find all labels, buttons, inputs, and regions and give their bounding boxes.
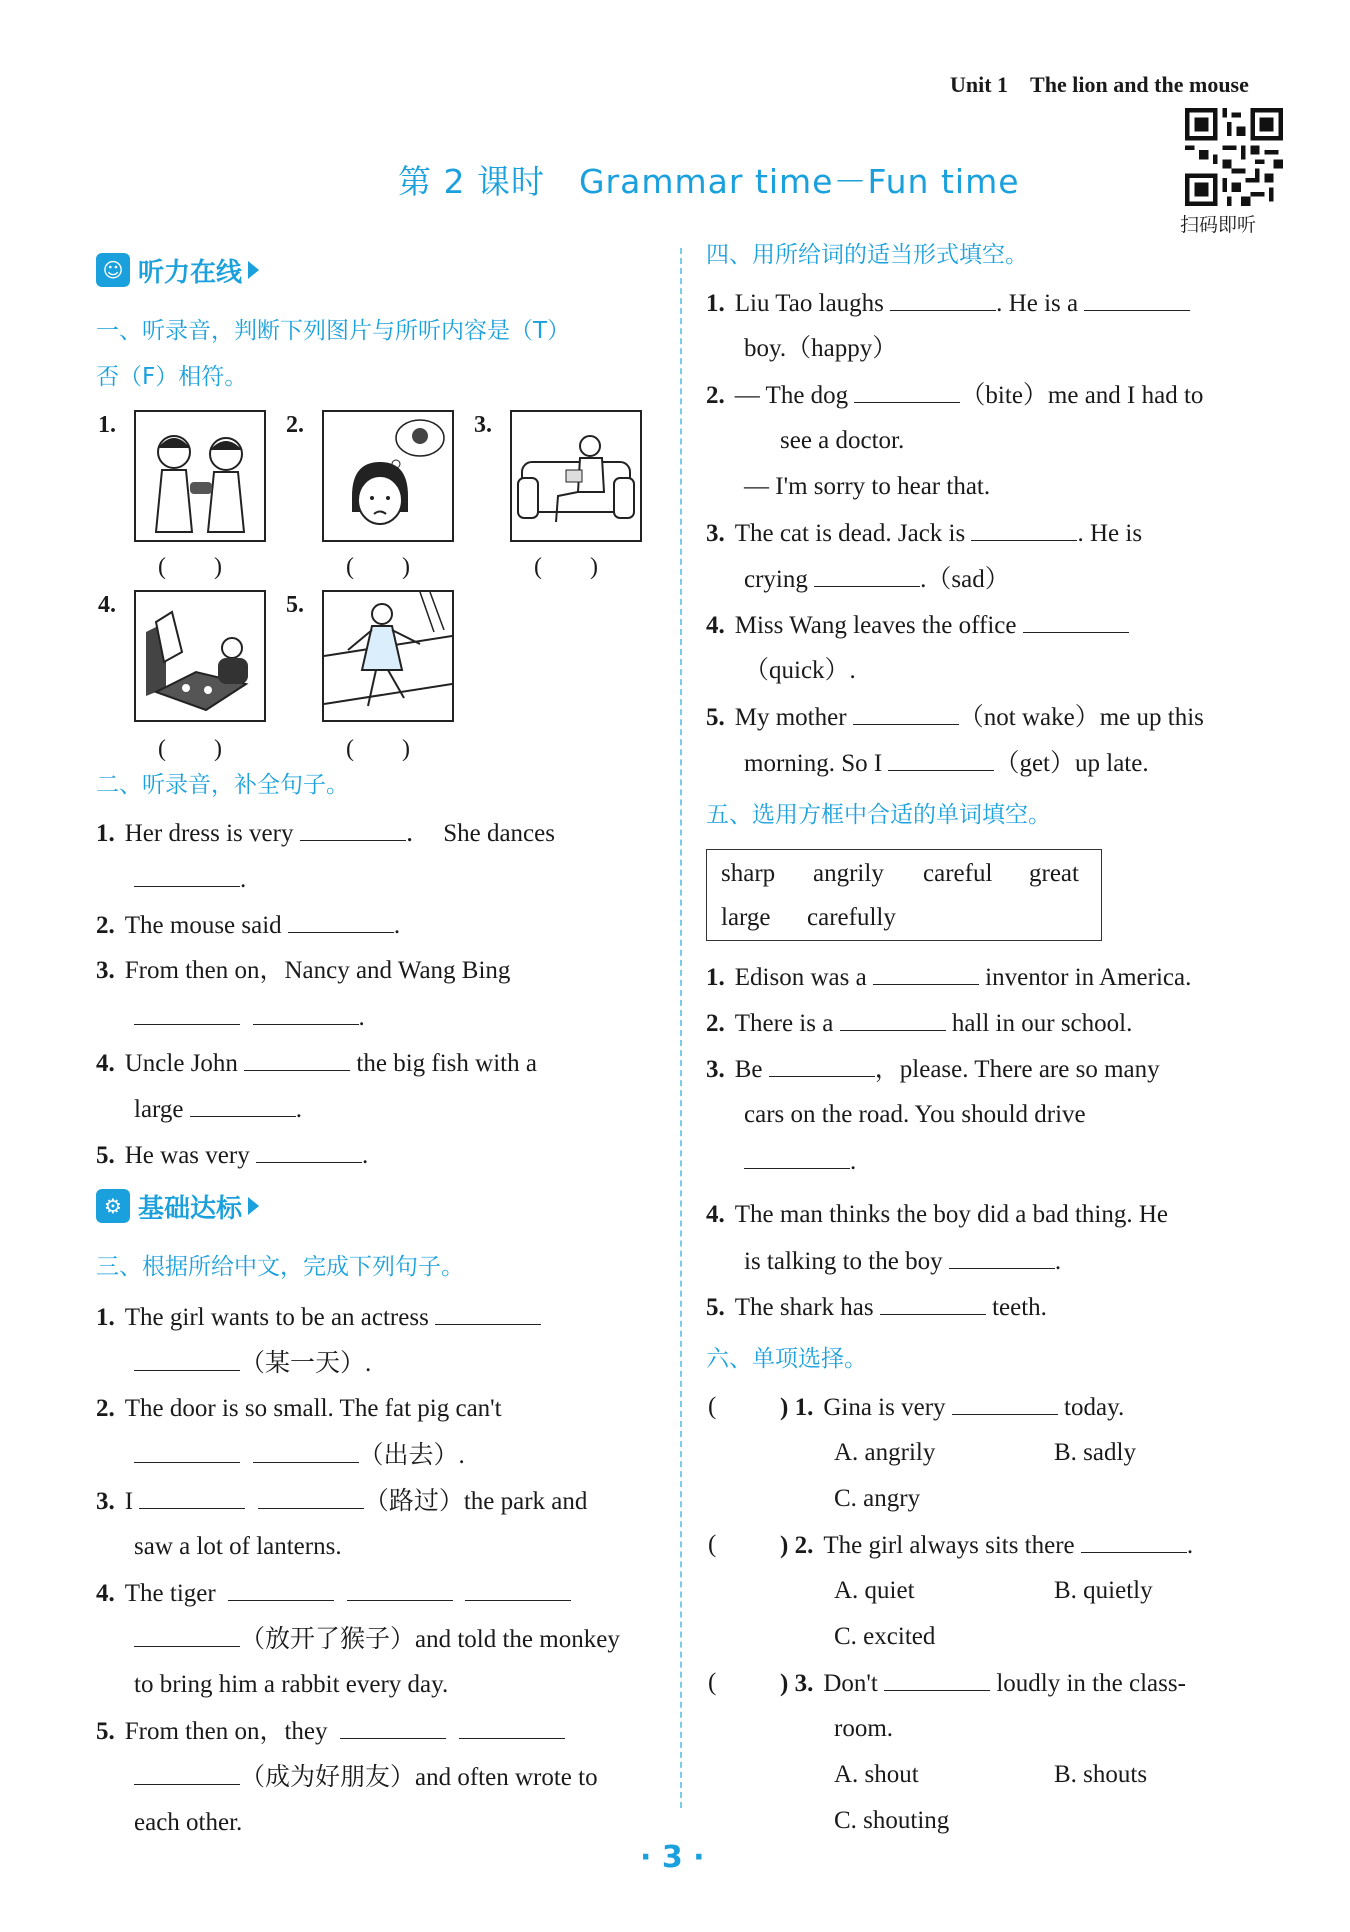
item-number: 2. (96, 1395, 115, 1422)
answer-blank[interactable] (890, 288, 996, 311)
item-text: （get）up late. (994, 750, 1149, 777)
basic-badge (96, 1186, 259, 1226)
item-text: The girl wants to be an actress (124, 1304, 429, 1331)
answer-blank[interactable] (134, 1002, 240, 1025)
qr-caption: 扫码即听 (1180, 214, 1257, 236)
s6-item-3 (780, 1668, 1186, 1699)
answer-blank[interactable] (228, 1578, 334, 1601)
item-text: （bite）me and I had to (960, 382, 1204, 409)
picture-number: 1. (98, 412, 116, 438)
item-text: Her dress is very (124, 820, 294, 847)
s5-item-1 (706, 962, 1191, 993)
listening-badge (96, 250, 259, 290)
s3-item-4-cont2: to bring him a rabbit every day. (134, 1671, 449, 1698)
item-text: loudly in the class- (996, 1670, 1186, 1697)
item-text: . He is a (996, 290, 1079, 317)
s4-item-5-cont (744, 748, 1149, 779)
item-text: I (124, 1488, 134, 1515)
answer-blank[interactable] (300, 818, 406, 841)
item-text: morning. So I (744, 750, 883, 777)
answer-blank[interactable] (744, 1146, 850, 1169)
s3-item-5 (96, 1716, 565, 1747)
item-text: Edison was a (734, 964, 867, 991)
arrow-icon (248, 261, 259, 279)
item-number: 5. (96, 1142, 115, 1169)
answer-blank[interactable] (347, 1578, 453, 1601)
item-text: The door is so small. The fat pig can't (124, 1395, 502, 1422)
picture-girl-dancing (322, 590, 454, 722)
gear-icon: ⚙ (96, 1189, 130, 1223)
answer-blank[interactable] (288, 910, 394, 933)
item-number: 1. (96, 1304, 115, 1331)
s3-item-4 (96, 1578, 571, 1609)
option-a[interactable]: A. quiet (834, 1577, 915, 1604)
s2-item-4-cont: large . (134, 1096, 303, 1123)
s3-item-5-cont2: each other. (134, 1809, 243, 1836)
column-divider (680, 248, 682, 1808)
badge-label: 基础达标 (138, 1193, 243, 1224)
section-4-heading: 四、用所给词的适当形式填空。 (706, 242, 1028, 268)
item-text: crying (744, 566, 808, 593)
option-c[interactable]: C. shouting (834, 1807, 950, 1834)
s5-item-4-cont (744, 1246, 1061, 1277)
item-number: 4. (706, 1201, 725, 1228)
answer-paren-open[interactable]: ( (708, 1669, 717, 1696)
answer-blank[interactable] (814, 564, 920, 587)
item-text: Uncle John (124, 1050, 238, 1077)
item-number: 4. (96, 1580, 115, 1607)
option-c[interactable]: C. excited (834, 1623, 936, 1650)
item-number: 2. (706, 1010, 725, 1037)
item-text: Miss Wang leaves the office (734, 612, 1017, 639)
s5-item-5 (706, 1292, 1047, 1323)
s3-item-1 (96, 1302, 541, 1333)
picture-number: 2. (286, 412, 304, 438)
badge-label: 听力在线 (138, 257, 243, 288)
answer-blank[interactable] (465, 1578, 571, 1601)
item-number: ) 3. (780, 1670, 814, 1697)
section-1-heading-b: 否（F）相符。 (96, 364, 248, 390)
item-text: Gina is very (823, 1394, 946, 1421)
item-text: （放开了猴子）and told the monkey (240, 1626, 620, 1653)
option-a[interactable]: A. shout (834, 1761, 919, 1788)
s4-item-1 (706, 288, 1190, 319)
s6-item-3-cont: room. (834, 1715, 894, 1742)
s2-item-4 (96, 1048, 537, 1079)
item-text: .（sad） (920, 566, 1010, 593)
answer-blank[interactable] (888, 748, 994, 771)
answer-blank[interactable] (139, 1486, 245, 1509)
answer-blank[interactable] (340, 1716, 446, 1739)
s2-item-3-cont (134, 1002, 365, 1033)
picture-man-on-sofa (510, 410, 642, 542)
item-text: inventor in America. (985, 964, 1192, 991)
answer-blank[interactable] (190, 1094, 296, 1117)
s3-item-1-cont (134, 1348, 371, 1379)
item-number: 3. (706, 1056, 725, 1083)
s3-item-2 (96, 1394, 502, 1424)
item-text: （路过）the park and (363, 1488, 588, 1515)
answer-blank[interactable] (952, 1392, 1058, 1415)
item-text: There is a (734, 1010, 834, 1037)
item-number: 1. (706, 964, 725, 991)
item-text: My mother (734, 704, 847, 731)
item-text: The girl always sits there (823, 1532, 1075, 1559)
item-number: 2. (706, 382, 725, 409)
s3-item-4-cont (134, 1624, 620, 1655)
s2-item-2: 2. The mouse said . (96, 912, 401, 939)
picture-number: 3. (474, 412, 492, 438)
item-text: The shark has (734, 1294, 874, 1321)
answer-blank[interactable] (134, 1348, 240, 1371)
option-a[interactable]: A. angrily (834, 1439, 936, 1466)
item-text: today. (1064, 1394, 1125, 1421)
item-text: The cat is dead. Jack is (734, 520, 966, 547)
picture-sad-girl-thinking (322, 410, 454, 542)
answer-blank[interactable] (854, 380, 960, 403)
answer-paren[interactable]: ( ) (346, 554, 410, 580)
answer-paren[interactable]: ( ) (534, 554, 598, 580)
item-number: 1. (706, 290, 725, 317)
item-number: 5. (96, 1718, 115, 1745)
s3-item-5-cont (134, 1762, 598, 1793)
s3-item-3-cont: saw a lot of lanterns. (134, 1533, 342, 1560)
item-number: 2. (96, 912, 115, 939)
answer-paren[interactable]: ( ) (346, 736, 410, 762)
headphone-person-icon: ☺ (96, 253, 130, 287)
s5-item-3-cont: cars on the road. You should drive (744, 1101, 1086, 1128)
s6-item-2 (780, 1530, 1193, 1561)
item-text: Liu Tao laughs (734, 290, 884, 317)
word-bank-box (706, 849, 1102, 941)
s4-item-4-cont: （quick）. (744, 657, 856, 684)
answer-blank[interactable] (134, 1762, 240, 1785)
option-b[interactable]: B. quietly (1054, 1577, 1153, 1604)
item-number: 4. (96, 1050, 115, 1077)
answer-blank[interactable] (134, 864, 240, 887)
s4-item-3-cont (744, 564, 1010, 595)
answer-blank[interactable] (258, 1486, 364, 1509)
item-text: . (358, 1004, 365, 1031)
answer-blank[interactable] (134, 1624, 240, 1647)
item-text: large (134, 1096, 184, 1123)
item-text: （成为好朋友）and often wrote to (240, 1764, 598, 1791)
s3-item-2-cont (134, 1440, 465, 1471)
answer-paren[interactable]: ( ) (158, 736, 222, 762)
item-text: He was very (124, 1142, 250, 1169)
answer-blank[interactable] (134, 1440, 240, 1463)
item-text: hall in our school. (951, 1010, 1133, 1037)
answer-blank[interactable] (435, 1302, 541, 1325)
item-number: 5. (706, 1294, 725, 1321)
s6-item-1 (780, 1392, 1124, 1423)
item-number: 3. (96, 957, 115, 984)
answer-blank[interactable] (1084, 288, 1190, 311)
item-text: is talking to the boy (744, 1248, 943, 1275)
item-text: . (240, 866, 247, 893)
item-text: the big fish with a (356, 1050, 537, 1077)
item-number: 3. (96, 1488, 115, 1515)
s2-item-1-cont (134, 864, 246, 895)
picture-boys-exchanging (134, 410, 266, 542)
item-text: — The dog (734, 382, 849, 409)
picture-number: 4. (98, 592, 116, 618)
unit-header: Unit 1 The lion and the mouse (950, 72, 1249, 97)
item-text: Be (734, 1056, 763, 1083)
word-bank-item: great (1029, 860, 1079, 887)
s2-item-1 (96, 818, 672, 849)
item-text: ，please. There are so many (874, 1056, 1160, 1083)
s5-item-4 (706, 1200, 1168, 1230)
item-text: The tiger (124, 1580, 216, 1607)
s4-item-4 (706, 610, 1129, 641)
section-1-heading-a: 一、听录音，判断下列图片与所听内容是（T） (96, 318, 571, 344)
qr-code-icon[interactable] (1185, 108, 1283, 206)
item-text: From then on，Nancy and Wang Bing (124, 957, 511, 984)
answer-blank[interactable] (873, 962, 979, 985)
item-number: 1. (96, 820, 115, 847)
item-number: ) 1. (780, 1394, 814, 1421)
word-bank-item: careful (923, 860, 993, 887)
section-3-heading: 三、根据所给中文，完成下列句子。 (96, 1254, 464, 1280)
s2-item-5: 5. He was very . (96, 1142, 369, 1169)
answer-blank[interactable] (459, 1716, 565, 1739)
s4-item-5 (706, 702, 1204, 733)
word-bank-item: sharp (721, 860, 776, 887)
item-text: Don't (823, 1670, 878, 1697)
item-number: 4. (706, 612, 725, 639)
answer-blank[interactable] (971, 518, 1077, 541)
item-text: The man thinks the boy did a bad thing. He (734, 1201, 1169, 1228)
s5-item-3 (706, 1054, 1160, 1085)
item-text: （某一天）. (240, 1350, 372, 1377)
answer-paren[interactable]: ( ) (158, 554, 222, 580)
item-text: . (1054, 1248, 1062, 1275)
answer-paren-open[interactable]: ( (708, 1393, 717, 1420)
item-number: 5. (706, 704, 725, 731)
s5-item-3-cont2 (744, 1146, 856, 1177)
item-text: The mouse said (124, 912, 282, 939)
section-6-heading: 六、单项选择。 (706, 1346, 867, 1372)
word-bank-item: large (721, 904, 771, 931)
option-b[interactable]: B. shouts (1054, 1761, 1148, 1788)
item-text: . (1186, 1532, 1194, 1559)
answer-blank[interactable] (253, 1002, 359, 1025)
arrow-icon (248, 1197, 259, 1215)
item-text: （出去）. (358, 1442, 465, 1469)
answer-blank[interactable] (253, 1440, 359, 1463)
s2-item-3 (96, 956, 510, 986)
answer-blank[interactable] (949, 1246, 1055, 1269)
s3-item-3 (96, 1486, 587, 1517)
answer-blank[interactable] (884, 1668, 990, 1691)
answer-blank[interactable] (880, 1292, 986, 1315)
section-5-heading: 五、选用方框中合适的单词填空。 (706, 802, 1051, 828)
answer-blank[interactable] (840, 1008, 946, 1031)
picture-room-with-rug (134, 590, 266, 722)
answer-blank[interactable] (1081, 1530, 1187, 1553)
option-b[interactable]: B. sadly (1054, 1439, 1136, 1466)
s4-item-2-reply: — I'm sorry to hear that. (744, 473, 991, 500)
answer-blank[interactable] (769, 1054, 875, 1077)
s4-item-2-cont: see a doctor. (780, 427, 905, 454)
word-bank-item: angrily (813, 860, 884, 887)
picture-number: 5. (286, 592, 304, 618)
item-text: ． She dances (405, 820, 555, 847)
item-number: 3. (706, 520, 725, 547)
item-text: . (850, 1148, 857, 1175)
page-number: · 3 · (640, 1840, 705, 1875)
s5-item-2 (706, 1008, 1132, 1039)
answer-blank[interactable] (256, 1140, 362, 1163)
answer-blank[interactable] (244, 1048, 350, 1071)
s4-item-1-cont: boy.（happy） (744, 335, 898, 362)
s4-item-2 (706, 380, 1203, 411)
option-c[interactable]: C. angry (834, 1485, 921, 1512)
item-text: teeth. (992, 1294, 1047, 1321)
item-text: From then on，they (124, 1718, 328, 1745)
section-2-heading: 二、听录音，补全句子。 (96, 772, 349, 798)
item-text: （not wake）me up this (958, 704, 1204, 731)
answer-paren-open[interactable]: ( (708, 1531, 717, 1558)
answer-blank[interactable] (853, 702, 959, 725)
s4-item-3 (706, 518, 1142, 549)
item-number: ) 2. (780, 1532, 814, 1559)
word-bank-item: carefully (807, 904, 896, 931)
item-text: . He is (1077, 520, 1143, 547)
answer-blank[interactable] (1023, 610, 1129, 633)
lesson-title: 第 2 课时 Grammar time－Fun time (398, 162, 1020, 201)
